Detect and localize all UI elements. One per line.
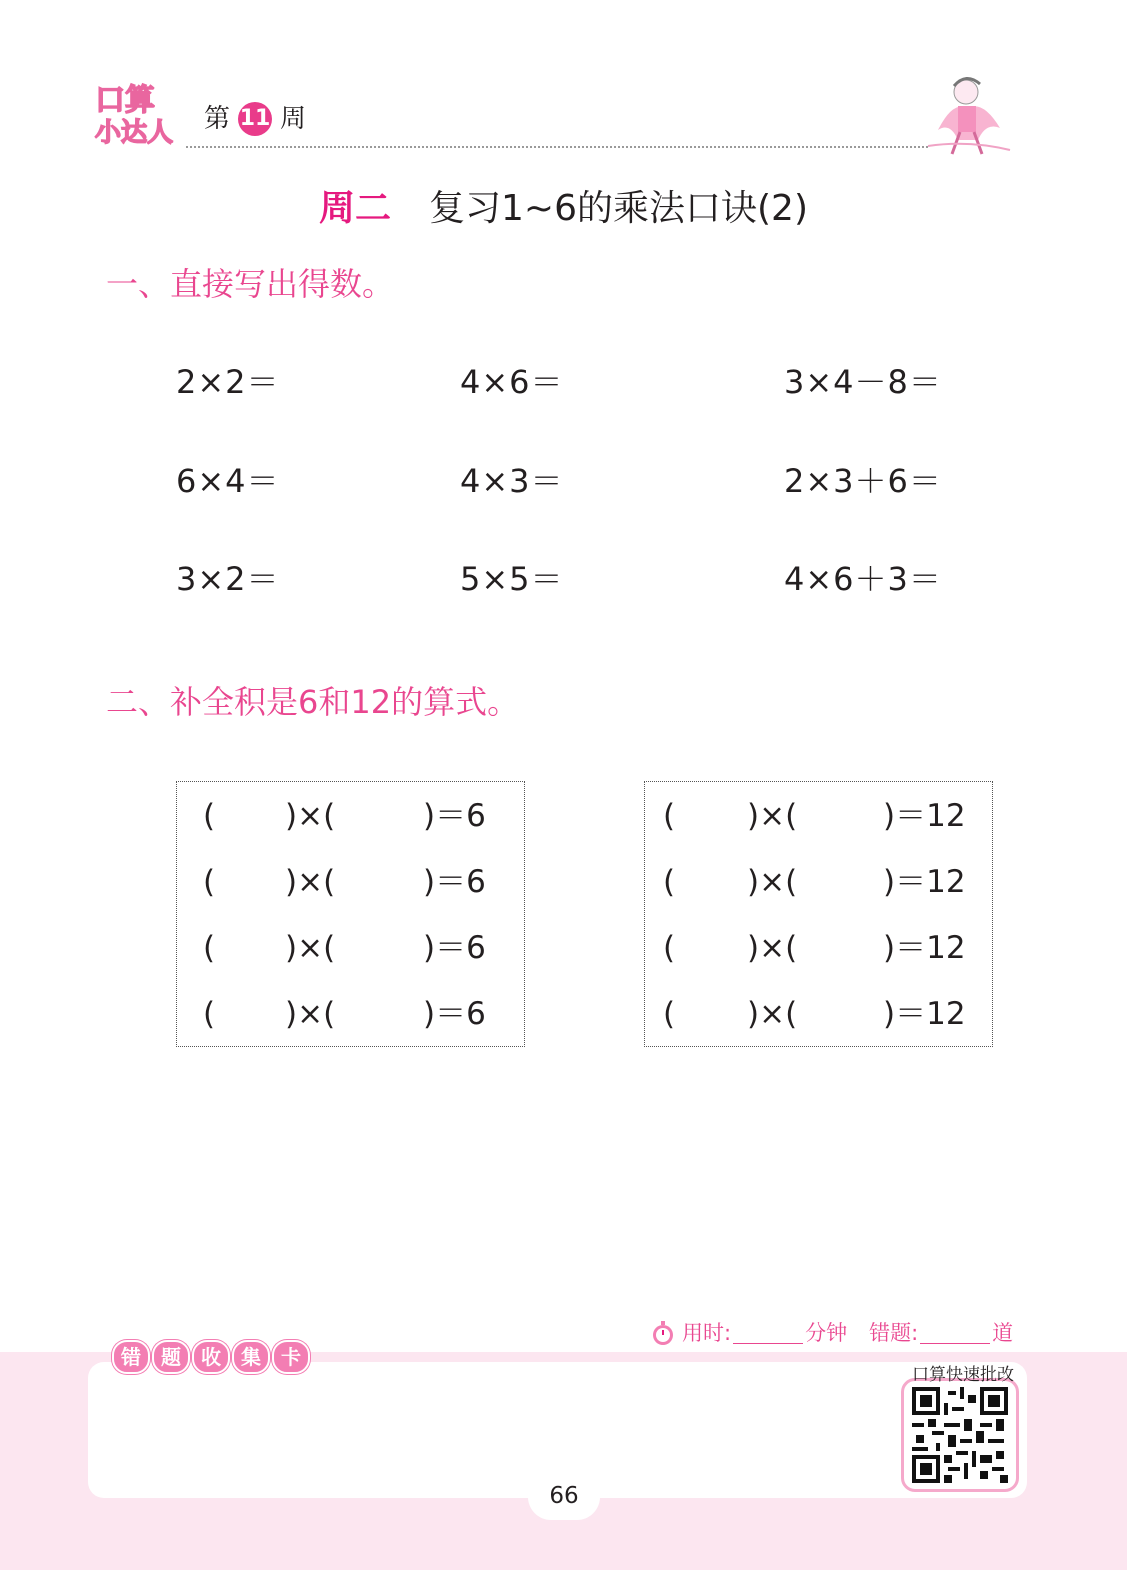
time-unit: 分钟 (805, 1321, 848, 1345)
fill-box-product-12 (644, 781, 993, 1047)
fill-row (645, 862, 994, 902)
times-sign: )×( (285, 930, 336, 966)
fill-row (645, 994, 994, 1034)
times-sign: )×( (285, 996, 336, 1032)
time-blank[interactable] (733, 1323, 803, 1344)
equation: 4×3＝ (460, 462, 564, 500)
times-sign: )×( (285, 798, 336, 834)
mascot-illustration (918, 70, 1018, 160)
times-sign: )×( (747, 930, 798, 966)
equation: 3×2＝ (176, 560, 280, 598)
result: )＝6 (423, 996, 486, 1032)
page-number: 66 (549, 1483, 579, 1509)
result: )＝12 (883, 930, 966, 966)
errors-blank[interactable] (920, 1323, 990, 1344)
error-card-char: 卡 (272, 1340, 310, 1374)
equation: 4×6＋3＝ (784, 560, 942, 598)
brand-logo (95, 83, 185, 152)
header-divider (186, 146, 928, 148)
times-sign: )×( (747, 996, 798, 1032)
section1-heading: 一、直接写出得数。 (106, 265, 395, 303)
equation: 6×4＝ (176, 462, 280, 500)
fill-box-product-6 (176, 781, 525, 1047)
title-text: 复习1~6的乘法口诀(2) (429, 188, 808, 229)
logo-line2: 小达人 (95, 118, 174, 148)
result: )＝6 (423, 798, 486, 834)
week-prefix: 第 (204, 104, 231, 134)
times-sign: )×( (285, 864, 336, 900)
result: )＝12 (883, 996, 966, 1032)
error-card-char: 题 (152, 1340, 190, 1374)
open-paren: ( (663, 864, 676, 900)
equation: 5×5＝ (460, 560, 564, 598)
fill-row (177, 796, 526, 836)
error-card-char: 收 (192, 1340, 230, 1374)
section2-heading: 二、补全积是6和12的算式。 (106, 683, 520, 721)
times-sign: )×( (747, 798, 798, 834)
result: )＝12 (883, 798, 966, 834)
equation: 2×2＝ (176, 363, 280, 401)
fill-row (645, 796, 994, 836)
open-paren: ( (203, 864, 216, 900)
equation: 3×4－8＝ (784, 363, 942, 401)
fill-row (177, 862, 526, 902)
week-number-badge: 11 (238, 102, 272, 136)
equation: 2×3＋6＝ (784, 462, 942, 500)
open-paren: ( (663, 996, 676, 1032)
week-suffix: 周 (280, 104, 307, 134)
open-paren: ( (663, 930, 676, 966)
equation: 4×6＝ (460, 363, 564, 401)
result: )＝12 (883, 864, 966, 900)
stopwatch-icon (650, 1320, 676, 1346)
logo-line1: 口算 (95, 83, 155, 118)
error-card-char: 错 (112, 1340, 150, 1374)
error-card-title (112, 1340, 310, 1374)
page-title (0, 184, 1127, 234)
time-and-errors (650, 1318, 1013, 1348)
result: )＝6 (423, 864, 486, 900)
time-label: 用时: (682, 1321, 732, 1345)
title-day: 周二 (319, 188, 392, 229)
fill-row (645, 928, 994, 968)
error-card-char: 集 (232, 1340, 270, 1374)
open-paren: ( (203, 798, 216, 834)
fill-row (177, 994, 526, 1034)
fill-row (177, 928, 526, 968)
errors-unit: 道 (992, 1321, 1014, 1345)
qr-code-icon[interactable] (912, 1387, 1008, 1483)
qr-label: 口算快速批改 (912, 1365, 1014, 1385)
week-label (204, 102, 306, 136)
errors-label: 错题: (869, 1321, 919, 1345)
times-sign: )×( (747, 864, 798, 900)
open-paren: ( (663, 798, 676, 834)
open-paren: ( (203, 930, 216, 966)
open-paren: ( (203, 996, 216, 1032)
result: )＝6 (423, 930, 486, 966)
